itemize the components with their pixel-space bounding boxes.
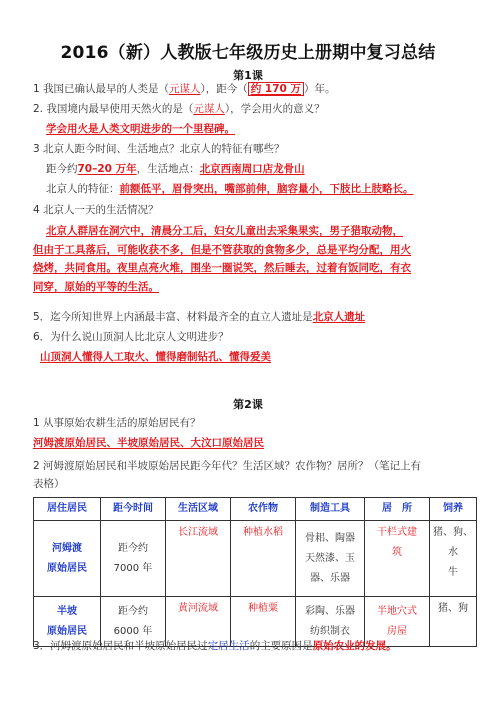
q2-suffix: ），学会用火的意义？ xyxy=(224,103,325,115)
house-text: 半地穴式 xyxy=(377,605,417,617)
q3-time-label: 距今约 xyxy=(46,163,78,175)
table-header-cell: 生活区域 xyxy=(166,498,231,521)
q2-prefix: 2. 我国境内最早使用天然火的是（ xyxy=(33,103,194,115)
table-header-row xyxy=(34,498,477,521)
table-cell-tools xyxy=(296,521,365,597)
q6-answer: 山顶洞人懂得人工取火、懂得磨制钻孔、懂得爱美 xyxy=(40,351,271,363)
table-header-cell: 距今时间 xyxy=(101,498,166,521)
table-header-cell: 居 所 xyxy=(365,498,430,521)
tools-text: 骨耜、陶器 xyxy=(305,532,355,544)
l2-q1-answer-text: 河姆渡原始居民、半坡原始居民、大汶口原始居民 xyxy=(33,437,264,449)
q3-features-answer: 前额低平，眉骨突出，嘴部前伸，脑容量小，下肢比上肢略长。 xyxy=(119,183,414,195)
l1-q4-answer xyxy=(33,222,481,296)
lesson1-heading: 第1课 xyxy=(233,69,263,82)
l1-q3-time-place xyxy=(46,162,486,176)
settlers-table xyxy=(33,497,477,647)
table-header-cell: 制造工具 xyxy=(296,498,365,521)
l1-question-3: 3 北京人距今时间、生活地点？北京人的特征有哪些？ xyxy=(33,143,285,155)
q3-time-answer: 70–20 万年 xyxy=(77,163,137,175)
table-cell-crop: 种植水稻 xyxy=(231,521,296,597)
table-cell-time xyxy=(101,521,166,597)
l2-question-2: 2 河姆渡原始居民和半坡原始居民距今年代？生活区域？农作物？居所？（笔记上有 xyxy=(33,460,422,472)
q4-answer-line: 但由于工具落后，可能收获不多，但是不管获取的食物多少，总是平均分配，用火 xyxy=(33,243,411,256)
l2-q3-middle: 的主要原因是 xyxy=(249,640,313,652)
q3-place-answer: 北京西南周口店龙骨山 xyxy=(199,163,305,175)
table-cell-region: 长江流域 xyxy=(166,521,231,597)
q1-answer-1: 元谋人 xyxy=(169,83,201,95)
l2-q3-answer: 原始农业的发展。 xyxy=(312,640,397,652)
l1-question-1 xyxy=(33,82,473,96)
house-text: 筑 xyxy=(392,547,402,558)
house-text: 房屋 xyxy=(387,625,407,637)
l1-question-5 xyxy=(33,310,473,324)
settler-name: 原始居民 xyxy=(47,625,87,637)
q5-text: 5．迄今所知世界上内涵最丰富、材料最齐全的直立人遗址是 xyxy=(33,311,313,323)
table-cell-house xyxy=(365,521,430,597)
tools-text: 器、乐器 xyxy=(310,572,350,584)
table-cell-crop: 种植粟 xyxy=(231,597,296,647)
q1-answer-2: 约 170 万 xyxy=(248,82,304,96)
animals-text: 牛 xyxy=(448,567,458,578)
q1-prefix: 1 我国已确认最早的人类是（ xyxy=(33,83,170,95)
l1-question-2 xyxy=(33,102,473,116)
table-cell-region: 黄河流域 xyxy=(166,597,231,647)
settler-name: 半坡 xyxy=(57,605,77,617)
q4-answer-line: 北京人群居在洞穴中，清晨分工后，妇女儿童出去采集果实，男子猎取动物， xyxy=(46,225,403,237)
time-text: 6000 年 xyxy=(113,625,153,637)
q5-answer: 北京人遗址 xyxy=(312,311,366,323)
tools-text: 天然漆、玉 xyxy=(305,552,355,564)
table-row xyxy=(34,521,477,597)
time-text: 距今约 xyxy=(118,542,148,554)
animals-text: 猪、狗 xyxy=(438,603,468,614)
q1-middle: ），距今（ xyxy=(200,83,248,95)
tools-text: 纺织制衣 xyxy=(310,625,350,637)
l1-q3-features xyxy=(46,182,486,196)
l1-question-6: 6．为什么说山顶洞人比北京人文明进步？ xyxy=(33,331,229,343)
table-header-cell: 居住居民 xyxy=(34,498,101,521)
l1-question-4: 4 北京人一天的生活情况？ xyxy=(33,204,159,216)
time-text: 距今约 xyxy=(118,605,148,617)
l2-q1-answer xyxy=(33,436,473,450)
l2-question-1: 1 从事原始农耕生活的原始居民有？ xyxy=(33,417,201,429)
animals-text: 猪、狗、水 xyxy=(433,527,473,558)
lesson2-heading: 第2课 xyxy=(233,398,263,411)
table-header-cell: 农作物 xyxy=(231,498,296,521)
time-text: 7000 年 xyxy=(113,562,153,574)
table-header-cell: 饲养 xyxy=(430,498,477,521)
house-text: 干栏式建 xyxy=(377,527,417,538)
l2-q3-settled-life: 定居生活 xyxy=(207,640,250,652)
l1-q6-answer xyxy=(40,350,480,364)
settler-name: 原始居民 xyxy=(47,562,87,574)
l2-question-3 xyxy=(33,639,473,653)
tools-text: 彩陶、乐器 xyxy=(305,605,355,617)
document-title: 2016（新）人教版七年级历史上册期中复习总结 xyxy=(60,43,436,63)
q4-answer-line: 同穿，原始的平等的生活。 xyxy=(33,280,159,293)
q1-suffix: ）年。 xyxy=(304,83,336,95)
l2-question-2-cont: 表格） xyxy=(33,478,65,490)
q3-features-label: 北京人的特征： xyxy=(46,183,120,195)
q4-answer-line: 烧烤，共同食用。夜里点亮火堆，围坐一圈说笑，然后睡去，过着有饭同吃，有衣 xyxy=(33,262,411,274)
q2-answer: 元谋人 xyxy=(193,103,225,115)
table-cell-settlers xyxy=(34,521,101,597)
table-cell-animals xyxy=(430,521,477,597)
q2-meaning-answer: 学会用火是人类文明进步的一个里程碑。 xyxy=(46,123,235,135)
l1-q2-answer xyxy=(46,122,486,136)
settler-name: 河姆渡 xyxy=(52,542,82,554)
l2-q3-prefix: 3．河姆渡原始居民和半坡原始居民过 xyxy=(33,640,208,652)
q3-place-label: ，生活地点： xyxy=(136,163,200,175)
